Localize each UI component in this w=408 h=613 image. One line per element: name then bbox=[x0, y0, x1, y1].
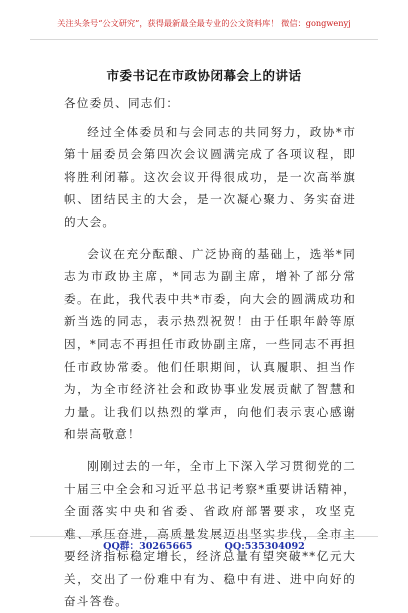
header-divider bbox=[30, 39, 378, 40]
promo-banner: 关注头条号“公文研究”，获得最新最全最专业的公文资料库！ 微信：gongwenyj bbox=[57, 18, 351, 28]
footer-divider bbox=[30, 536, 378, 537]
qq-number-text: QQ:535304092 bbox=[224, 541, 305, 552]
paragraph: 刚刚过去的一年，全市上下深入学习贯彻党的二十届三中全会和习近平总书记考察*重要讲话精神，全面落实中央和省委、省政府部署要求，攻坚克难、承压奋进，高质量发展迈出坚实步伐，全市主要经济指标稳定增长，经济总量有望突破**亿元大关，交出了一份难中有为、稳中有进、进中向好的奋斗答卷。 bbox=[64, 458, 356, 609]
footer-contact bbox=[0, 538, 408, 552]
qq-group-text: QQ群：30265665 bbox=[103, 541, 193, 552]
document-title: 市委书记在市政协闭幕会上的讲话 bbox=[106, 68, 302, 83]
paragraph: 会议在充分酝酿、广泛协商的基础上，选举*同志为市政协主席，*同志为副主席，增补了部分常委。在此，我代表中共*市委，向大会的圆满成功和新当选的同志，表示热烈祝贺！由于任职年龄等原因，*同志不再担任市政协副主席，一些同志不再担任市政协常委。他们任职期间，认真履职、担当作为，为全市经济社会和政协事业发展贡献了智慧和力量。让我们以热烈的掌声，向他们表示衷心感谢和崇高敬意！ bbox=[64, 246, 356, 442]
paragraph: 经过全体委员和与会同志的共同努力，政协*市第十届委员会第四次会议圆满完成了各项议程，即将胜利闭幕。这次会议开得很成功，是一次高举旗帜、团结民主的大会，是一次凝心聚力、务实奋进的大会。 bbox=[64, 124, 356, 229]
document-body bbox=[64, 92, 356, 613]
salutation: 各位委员、同志们： bbox=[64, 96, 180, 110]
